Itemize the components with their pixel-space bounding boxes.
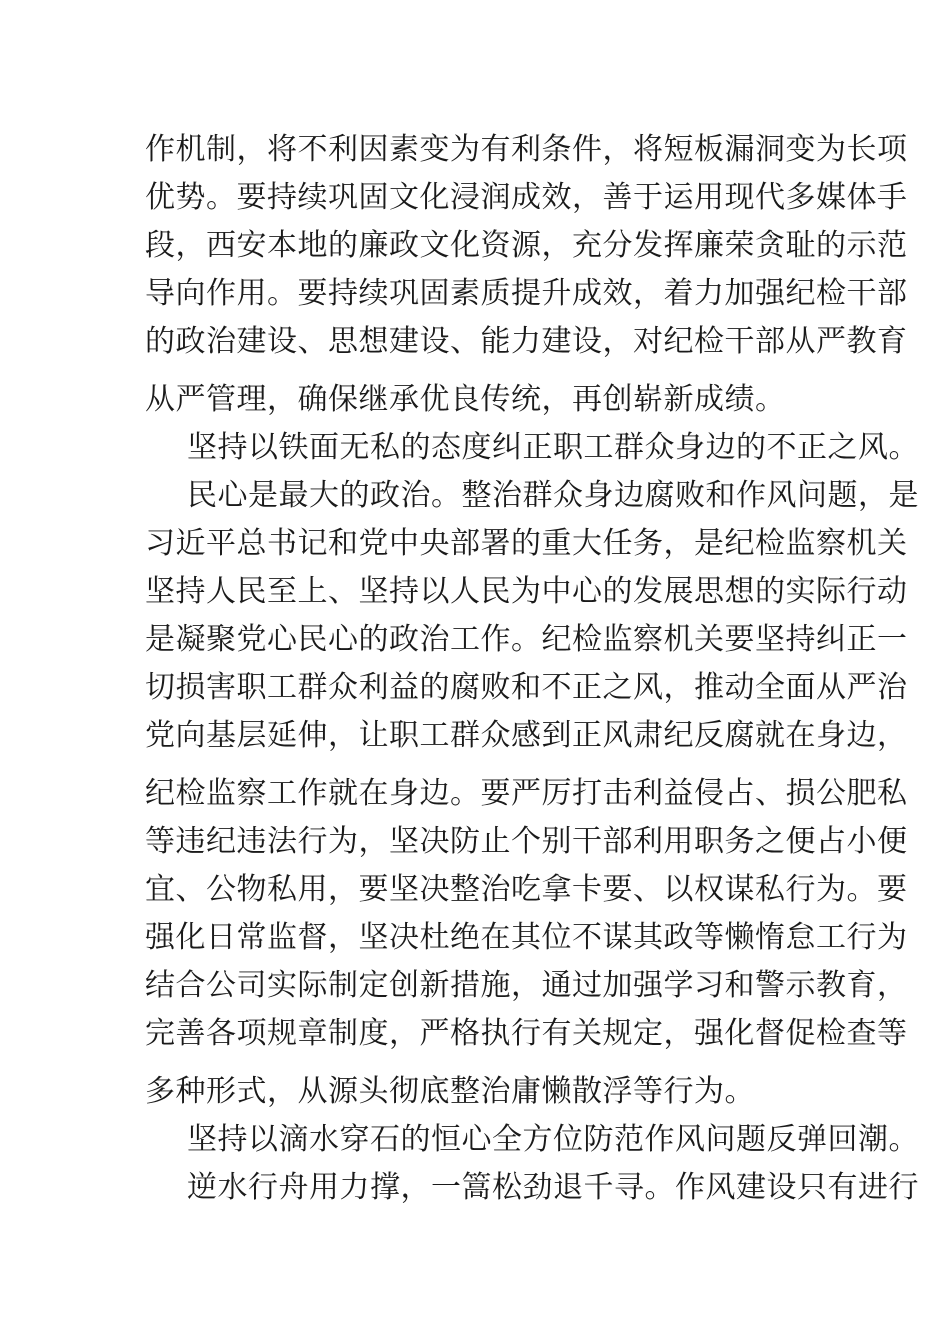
text-line: 多种形式，从源头彻底整治庸懒散浮等行为。 (145, 1074, 755, 1109)
text-line: 宜、公物私用，要坚决整治吃拿卡要、以权谋私行为。要 (145, 872, 908, 907)
text-line: 导向作用。要持续巩固素质提升成效，着力加强纪检干部 (145, 276, 908, 311)
text-line: 是凝聚党心民心的政治工作。纪检监察机关要坚持纠正一 (145, 622, 908, 657)
text-line: 等违纪违法行为，坚决防止个别干部利用职务之便占小便 (145, 824, 908, 859)
text-line: 切损害职工群众利益的腐败和不正之风，推动全面从严治 (145, 670, 908, 705)
text-line: 优势。要持续巩固文化浸润成效，善于运用现代多媒体手 (145, 180, 908, 215)
text-line: 段，西安本地的廉政文化资源，充分发挥廉荣贪耻的示范 (145, 228, 908, 263)
text-line: 结合公司实际制定创新措施，通过加强学习和警示教育， (145, 968, 908, 1003)
text-line: 党向基层延伸，让职工群众感到正风肃纪反腐就在身边， (145, 718, 908, 753)
text-line: 习近平总书记和党中央部署的重大任务，是纪检监察机关 (145, 526, 908, 561)
text-line: 纪检监察工作就在身边。要严厉打击利益侵占、损公肥私 (145, 776, 908, 811)
text-line: 坚持人民至上、坚持以人民为中心的发展思想的实际行动 (145, 574, 908, 609)
text-line: 的政治建设、思想建设、能力建设，对纪检干部从严教育 (145, 324, 908, 359)
paragraph-first-line: 民心是最大的政治。整治群众身边腐败和作风问题，是 (187, 478, 919, 513)
text-line: 从严管理，确保继承优良传统，再创崭新成绩。 (145, 382, 786, 417)
section-heading: 坚持以铁面无私的态度纠正职工群众身边的不正之风。 (187, 430, 919, 465)
text-line: 完善各项规章制度，严格执行有关规定，强化督促检查等 (145, 1016, 908, 1051)
text-line: 强化日常监督，坚决杜绝在其位不谋其政等懒惰怠工行为 (145, 920, 908, 955)
paragraph-first-line: 逆水行舟用力撑，一篙松劲退千寻。作风建设只有进行 (187, 1170, 919, 1205)
text-line: 作机制，将不利因素变为有利条件，将短板漏洞变为长项 (145, 132, 908, 167)
section-heading: 坚持以滴水穿石的恒心全方位防范作风问题反弹回潮。 (187, 1122, 919, 1157)
